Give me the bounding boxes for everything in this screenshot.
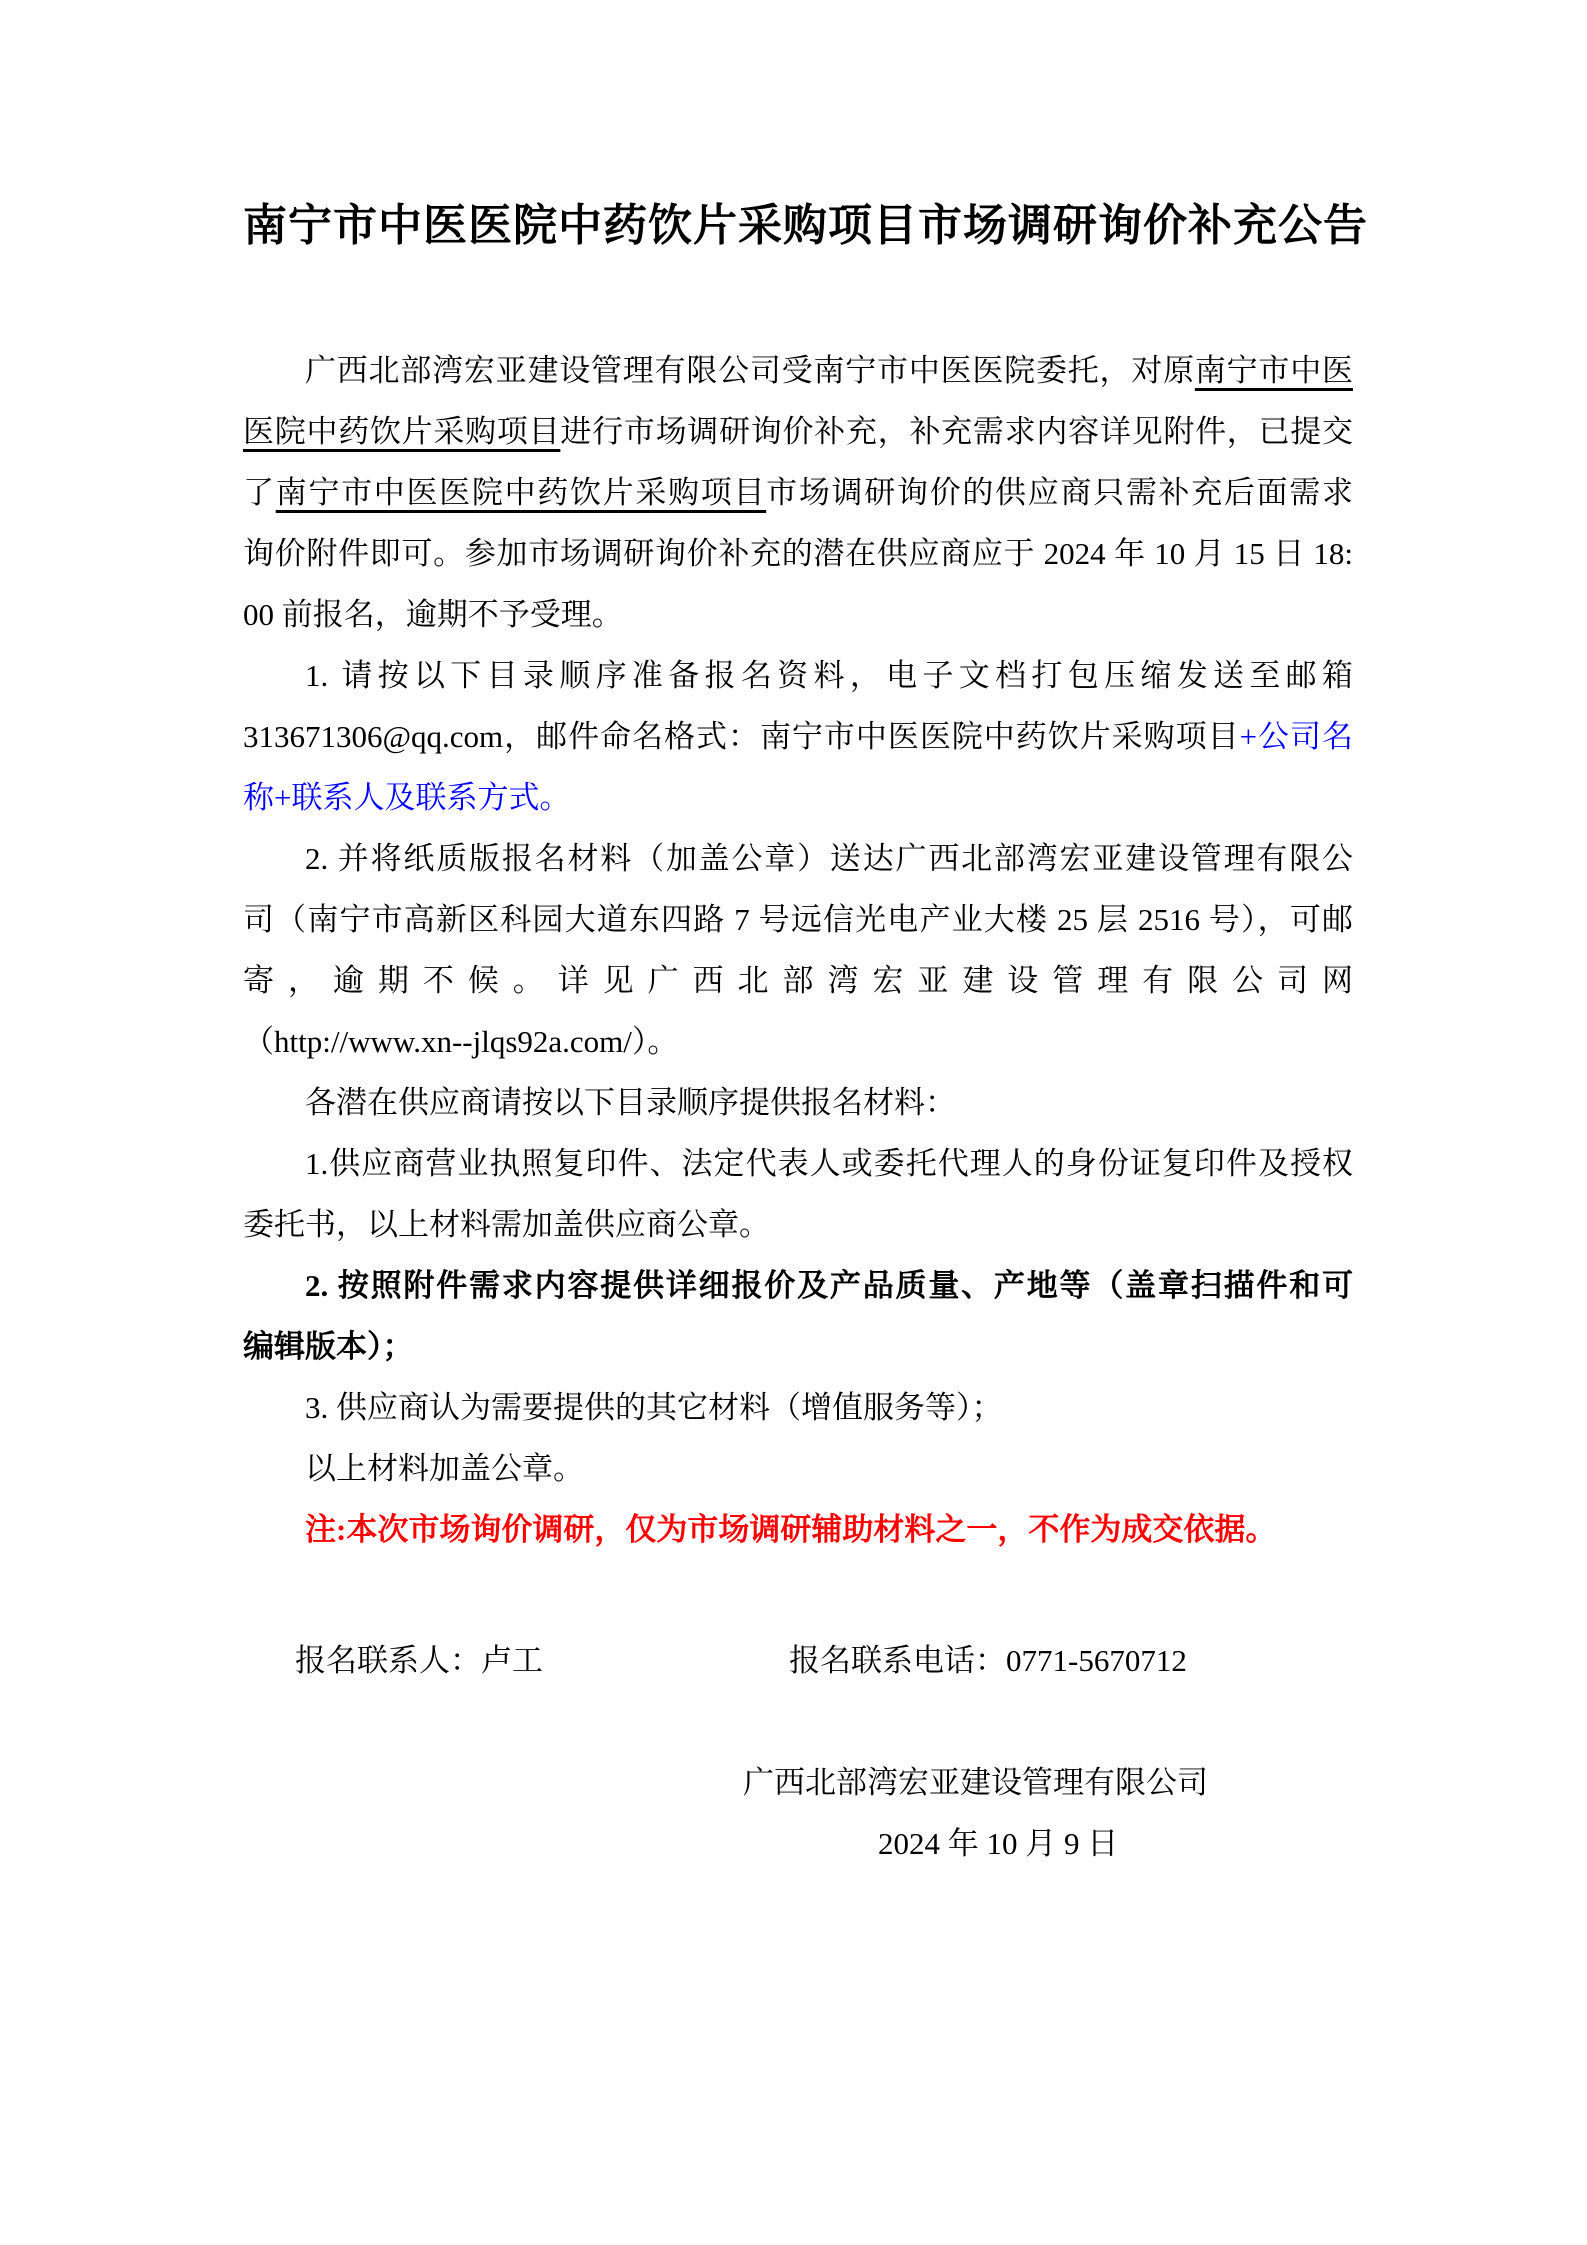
body-line xyxy=(243,1133,1353,1194)
text-segment: 1. 请按以下目录顺序准备报名资料，电子文档打包压缩发送至邮箱 xyxy=(305,658,1353,693)
body-line xyxy=(243,1194,1353,1255)
body-line xyxy=(243,584,1353,645)
document-body xyxy=(243,340,1353,1560)
text-segment: 编辑版本）； xyxy=(243,1329,414,1364)
text-segment: +公司名 xyxy=(1239,719,1354,754)
contact-person-name: 卢工 xyxy=(481,1643,543,1678)
text-segment: 医院中药饮片采购项目 xyxy=(243,414,561,449)
body-line xyxy=(243,767,1353,828)
body-line xyxy=(243,1072,1353,1133)
body-line xyxy=(243,462,1353,523)
body-line xyxy=(243,1377,1353,1438)
body-line xyxy=(243,523,1353,584)
text-segment: 1.供应商营业执照复印件、法定代表人或委托代理人的身份证复印件及授权 xyxy=(305,1146,1353,1181)
page-title: 南宁市中医医院中药饮片采购项目市场调研询价补充公告 xyxy=(243,201,1368,250)
body-line xyxy=(243,401,1353,462)
body-line xyxy=(243,645,1353,706)
body-line xyxy=(243,1316,1353,1377)
body-line xyxy=(243,340,1353,401)
text-segment: 进行市场调研询价补充，补充需求内容详见附件，已提交 xyxy=(560,414,1354,449)
text-segment: 注:本次市场询价调研，仅为市场调研辅助材料之一，不作为成交依据。 xyxy=(305,1512,1277,1547)
body-line xyxy=(243,1255,1353,1316)
contact-row xyxy=(243,1630,1353,1691)
text-segment: 3. 供应商认为需要提供的其它材料（增值服务等）； xyxy=(305,1390,1003,1425)
text-segment: 313671306@qq.com，邮件命名格式：南宁市中医医院中药饮片采购项目 xyxy=(243,719,1240,754)
text-segment: 南宁市中医医院中药饮片采购项目 xyxy=(275,475,767,510)
text-segment: 询价附件即可。参加市场调研询价补充的潜在供应商应于 2024 年 10 月 15 日 18: xyxy=(243,536,1353,571)
text-segment: 00 前报名，逾期不予受理。 xyxy=(243,597,623,632)
text-segment: 2. 按照附件需求内容提供详细报价及产品质量、产地等（盖章扫描件和可 xyxy=(305,1268,1353,1303)
text-segment: 各潜在供应商请按以下目录顺序提供报名材料： xyxy=(305,1085,956,1120)
body-line xyxy=(243,1011,1353,1072)
text-segment: 南宁市中医 xyxy=(1194,353,1353,388)
body-line xyxy=(243,1438,1353,1499)
signature-company: 广西北部湾宏亚建设管理有限公司 xyxy=(743,1765,1208,1800)
text-segment: 广西北部湾宏亚建设管理有限公司受南宁市中医医院委托，对原 xyxy=(305,353,1195,388)
text-segment: 寄，逾期不候。详见广西北部湾宏亚建设管理有限公司网 xyxy=(243,963,1353,998)
text-segment: 委托书，以上材料需加盖供应商公章。 xyxy=(243,1207,770,1242)
body-line xyxy=(243,1499,1353,1560)
body-line xyxy=(243,950,1353,1011)
text-segment: 了 xyxy=(243,475,276,510)
text-segment: 司（南宁市高新区科园大道东四路 7 号远信光电产业大楼 25 层 2516 号），可邮 xyxy=(243,902,1353,937)
contact-person xyxy=(295,1643,543,1678)
body-line xyxy=(243,828,1353,889)
text-segment: （http://www.xn--jlqs92a.com/）。 xyxy=(243,1024,679,1059)
contact-person-label: 报名联系人： xyxy=(295,1643,481,1678)
contact-phone-number: 0771-5670712 xyxy=(1006,1643,1187,1678)
text-segment: 2. 并将纸质版报名材料（加盖公章）送达广西北部湾宏亚建设管理有限公 xyxy=(305,841,1353,876)
text-segment: 以上材料加盖公章。 xyxy=(305,1451,584,1486)
contact-phone-label: 报名联系电话： xyxy=(789,1643,1006,1678)
signature-date: 2024 年 10 月 9 日 xyxy=(878,1826,1119,1861)
text-segment: 称+联系人及联系方式。 xyxy=(243,780,571,815)
body-line xyxy=(243,889,1353,950)
text-segment: 市场调研询价的供应商只需补充后面需求 xyxy=(766,475,1354,510)
body-line xyxy=(243,706,1353,767)
contact-phone xyxy=(789,1643,1187,1678)
